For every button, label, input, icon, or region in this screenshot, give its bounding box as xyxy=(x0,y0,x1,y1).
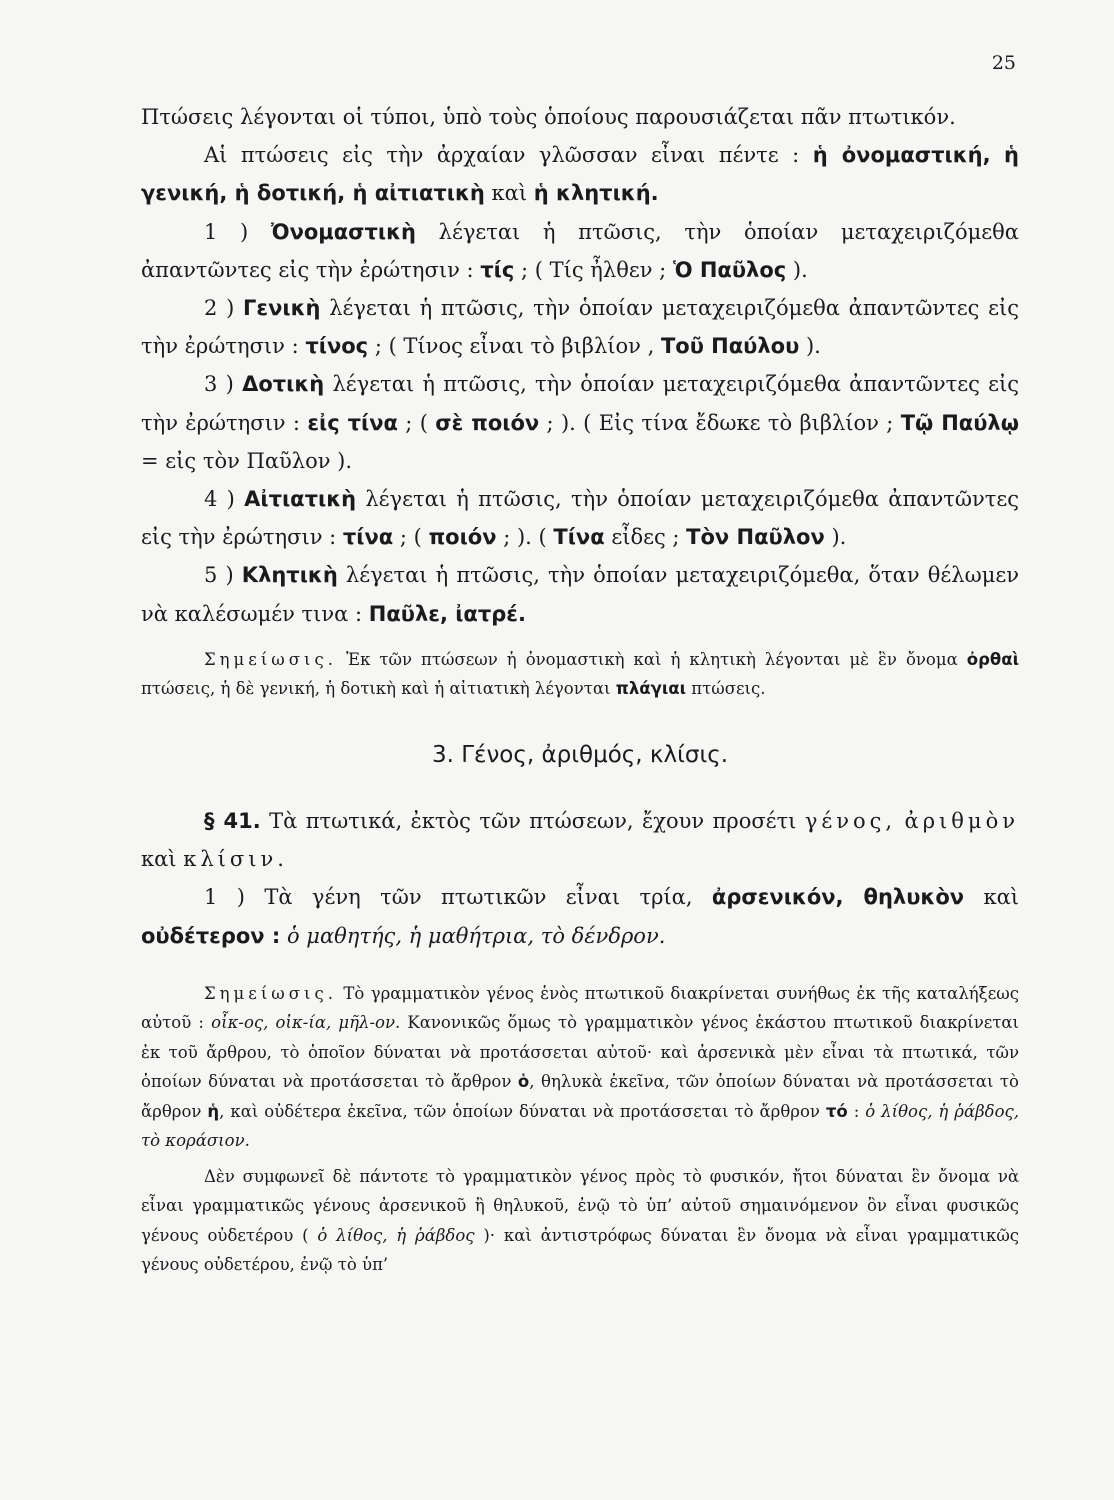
paragraph: Αἱ πτώσεις εἰς τὴν ἀρχαίαν γλῶσσαν εἶναι πέντε : ἡ ὀνομαστική, ἡ γενική, ἡ δοτική, ἡ αἰτιατικὴ καὶ ἡ κλητική. xyxy=(141,143,1019,206)
section-paragraph: § 41. Τὰ πτωτικά, ἐκτὸς τῶν πτώσεων, ἔχουν προσέτι γένος, ἀριθμὸν καὶ κλίσιν. xyxy=(141,809,1019,872)
case-item-accusative: 4 ) Αἰτιατικὴ λέγεται ἡ πτῶσις, τὴν ὁποίαν μεταχειριζόμεθα ἀπαντῶντες εἰς τὴν ἐρώτησιν : τίνα ; ( ποιόν ; ). ( Τίνα εἶδες ; Τὸν Παῦλον ). xyxy=(141,487,1019,550)
case-item-dative: 3 ) Δοτικὴ λέγεται ἡ πτῶσις, τὴν ὁποίαν μεταχειριζόμεθα ἀπαντῶντες εἰς τὴν ἐρώτησιν : εἰς τίνα ; ( σὲ ποιόν ; ). ( Εἰς τίνα ἔδωκε τὸ βιβλίον ; Τῷ Παύλῳ = εἰς τὸν Παῦλον ). xyxy=(141,372,1019,473)
section-heading: 3. Γένος, ἀριθμός, κλίσις. xyxy=(431,741,729,768)
case-item-vocative: 5 ) Κλητικὴ λέγεται ἡ πτῶσις, τὴν ὁποίαν μεταχειριζόμεθα, ὅταν θέλωμεν νὰ καλέσωμέν τινα : Παῦλε, ἰατρέ. xyxy=(141,563,1019,626)
page-body xyxy=(141,98,1019,1280)
genders-paragraph: 1 ) Τὰ γένη τῶν πτωτικῶν εἶναι τρία, ἀρσενικόν, θηλυκὸν καὶ οὐδέτερον : ὁ μαθητής, ἡ μαθήτρια, τὸ δένδρον. xyxy=(141,885,1019,948)
case-item-nominative: 1 ) Ὀνομαστικὴ λέγεται ἡ πτῶσις, τὴν ὁποίαν μεταχειριζόμεθα ἀπαντῶντες εἰς τὴν ἐρώτησιν : τίς ; ( Τίς ἦλθεν ; Ὁ Παῦλος ). xyxy=(141,219,1019,282)
note-block xyxy=(141,979,1019,1280)
note-paragraph: Σημείωσις. Τὸ γραμματικὸν γένος ἑνὸς πτωτικοῦ διακρίνεται συνήθως ἐκ τῆς καταλήξεως αὐτοῦ : οἶκ-ος, οἰκ-ία, μῆλ-ον. Κανονικῶς ὅμως τὸ γραμματικὸν γένος ἑκάστου πτωτικοῦ διακρίνεται ἐκ τοῦ ἄρθρου, τὸ ὁποῖον δύναται νὰ προτάσσεται αὐτοῦ· καὶ ἀρσενικὰ μὲν εἶναι τὰ πτωτικά, τῶν ὁποίων δύναται νὰ προτάσσεται τὸ ἄρθρον ὁ, θηλυκὰ ἐκεῖνα, τῶν ὁποίων δύναται νὰ προτάσσεται τὸ ἄρθρον ἡ, καὶ οὐδέτερα ἐκεῖνα, τῶν ὁποίων δύναται νὰ προτάσσεται τὸ ἄρθρον τό : ὁ λίθος, ἡ ῥάβδος, τὸ κοράσιον. xyxy=(141,983,1020,1151)
note-paragraph: Δὲν συμφωνεῖ δὲ πάντοτε τὸ γραμματικὸν γένος πρὸς τὸ φυσικόν, ἤτοι δύναται ἓν ὄνομα νὰ εἶναι γραμματικῶς γένους ἀρσενικοῦ ἢ θηλυκοῦ, ἐνῷ τὸ ὑπ’ αὐτοῦ σημαινόμενον ὂν εἶναι φυσικῶς γένους οὐδετέρου ( ὁ λίθος, ἡ ῥάβδος )· καὶ ἀντιστρόφως δύναται ἓν ὄνομα νὰ εἶναι γραμματικῶς γένους οὐδετέρου, ἐνῷ τὸ ὑπ’ xyxy=(141,1166,1020,1275)
note-block xyxy=(141,645,1019,704)
note-paragraph: Σημείωσις. Ἐκ τῶν πτώσεων ἡ ὀνομαστικὴ καὶ ἡ κλητικὴ λέγονται μὲ ἓν ὄνομα ὀρθαὶ πτώσεις, ἡ δὲ γενική, ἡ δοτικὴ καὶ ἡ αἰτιατικὴ λέγονται πλάγιαι πτώσεις. xyxy=(141,649,1020,699)
page-number: 25 xyxy=(991,52,1016,74)
case-item-genitive: 2 ) Γενικὴ λέγεται ἡ πτῶσις, τὴν ὁποίαν μεταχειριζόμεθα ἀπαντῶντες εἰς τὴν ἐρώτησιν : τίνος ; ( Τίνος εἶναι τὸ βιβλίον , Τοῦ Παύλου ). xyxy=(141,296,1019,359)
paragraph: Πτώσεις λέγονται οἱ τύποι, ὑπὸ τοὺς ὁποίους παρουσιάζεται πᾶν πτωτικόν. xyxy=(141,105,956,129)
